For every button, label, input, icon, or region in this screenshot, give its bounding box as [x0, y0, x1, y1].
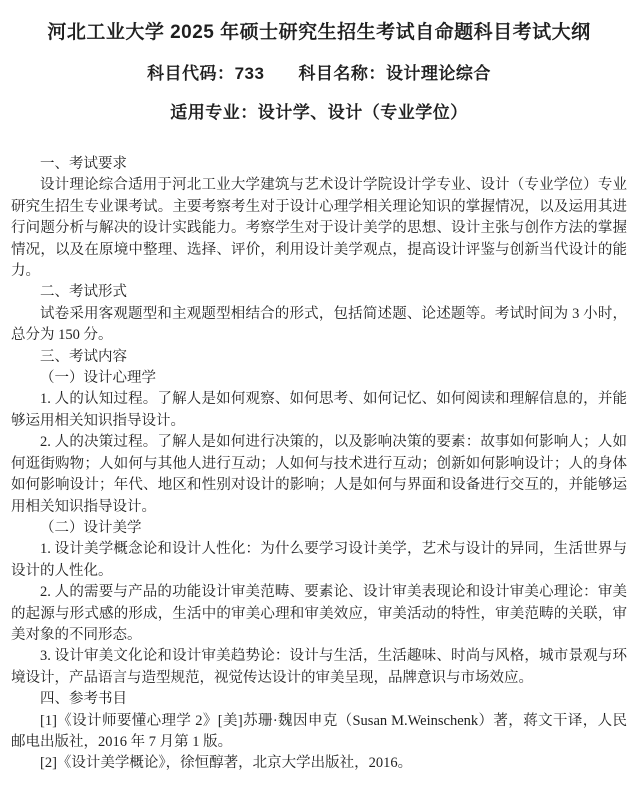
design-psychology-item-2: 2. 人的决策过程。了解人是如何进行决策的，以及影响决策的要素：故事如何影响人；人如何逛街购物；人如何与其他人进行互动；人如何与技术进行互动；创新如何影响设计；人的身体如何影响设计；年代、地区和性别对设计的影响；人是如何与界面和设备进行交互的，并能够运用相关知识指导设计。: [11, 434, 627, 515]
applicable-majors-line: 适用专业：设计学、设计（专业学位）: [170, 103, 468, 122]
exam-requirements-paragraph: 设计理论综合适用于河北工业大学建筑与艺术设计学院设计学专业、设计（专业学位）专业研究生招生专业课考试。主要考察考生对于设计心理学相关理论知识的掌握情况，以及运用其进行问题分析与解决的设计实践能力。考察学生对于设计美学的思想、设计主张与创作方法的掌握情况，以及在原境中整理、选择、评价，利用设计美学观点，提高设计评鉴与创新当代设计的能力。: [11, 177, 627, 280]
design-psychology-item-1: 1. 人的认知过程。了解人是如何观察、如何思考、如何记忆、如何阅读和理解信息的，并能够运用相关知识指导设计。: [11, 391, 627, 429]
reference-item-1: [1]《设计师要懂心理学 2》[美]苏珊·魏因申克（Susan M.Weinschenk）著，蒋文干译，人民邮电出版社，2016 年 7 月第 1 版。: [11, 712, 627, 750]
document-title: 河北工业大学 2025 年硕士研究生招生考试自命题科目考试大纲: [47, 22, 591, 43]
subject-code-label: 科目代码：: [147, 64, 235, 83]
exam-format-paragraph: 试卷采用客观题型和主观题型相结合的形式，包括简述题、论述题等。考试时间为 3 小时，总分为 150 分。: [11, 305, 627, 344]
subsection-heading-design-aesthetics: （二）设计美学: [40, 519, 142, 536]
design-aesthetics-item-2: 2. 人的需要与产品的功能设计审美范畴、要素论、设计审美表现论和设计审美心理论：审美的起源与形式感的形成，生活中的审美心理和审美效应，审美活动的特性，审美范畴的关联，审美对象的不同形态。: [11, 584, 627, 643]
subsection-heading-design-psychology: （一）设计心理学: [40, 370, 156, 387]
subject-code-value: 733: [234, 64, 265, 83]
section-heading-exam-format: 二、考试形式: [40, 284, 127, 301]
subject-name-value: 设计理论综合: [385, 64, 491, 83]
section-heading-exam-requirements: 一、考试要求: [40, 156, 127, 172]
design-aesthetics-item-3: 3. 设计审美文化论和设计审美趋势论：设计与生活，生活趣味、时尚与风格，城市景观与环境设计，产品语言与造型规范，视觉传达设计的审美呈现，品牌意识与市场效应。: [11, 648, 627, 686]
subject-name-label: 科目名称：: [298, 64, 386, 83]
section-heading-exam-content: 三、考试内容: [40, 348, 127, 365]
reference-item-2: [2]《设计美学概论》，徐恒醇著，北京大学出版社，2016。: [40, 755, 413, 772]
design-aesthetics-item-1: 1. 设计美学概念论和设计人性化：为什么要学习设计美学，艺术与设计的异同，生活世界与设计的人性化。: [11, 541, 627, 579]
section-heading-references: 四、参考书目: [40, 691, 127, 708]
document-body: [11, 154, 627, 775]
subject-line: [11, 62, 627, 86]
